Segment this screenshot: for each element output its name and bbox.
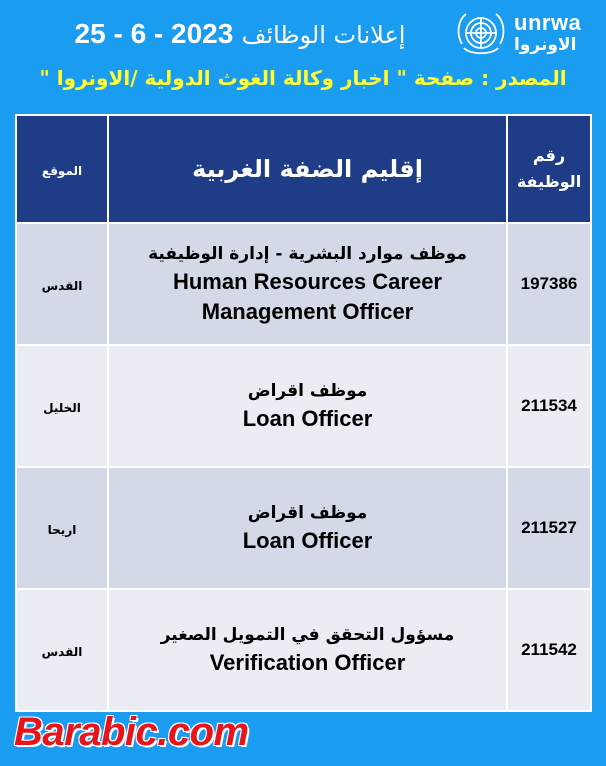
logo-text bbox=[514, 12, 581, 56]
un-emblem-icon bbox=[452, 6, 510, 62]
job-title-arabic: مسؤول التحقق في التمويل الصغير bbox=[160, 625, 455, 645]
table-header-row bbox=[16, 115, 591, 223]
logo-english: unrwa bbox=[514, 10, 582, 35]
job-title bbox=[108, 345, 507, 467]
job-title-arabic: موظف اقراض bbox=[247, 503, 368, 523]
job-location: القدس bbox=[16, 589, 108, 711]
job-number: 211527 bbox=[507, 467, 591, 589]
page-footer bbox=[0, 706, 606, 766]
header-job-number: رقم الوظيفة bbox=[507, 115, 591, 223]
job-number: 197386 bbox=[507, 223, 591, 345]
job-location: القدس bbox=[16, 223, 108, 345]
header-region: إقليم الضفة الغربية bbox=[108, 115, 507, 223]
page-header bbox=[0, 0, 606, 110]
table-row bbox=[16, 467, 591, 589]
unrwa-logo bbox=[452, 6, 602, 62]
job-number: 211542 bbox=[507, 589, 591, 711]
table-row bbox=[16, 589, 591, 711]
job-title-arabic: موظف اقراض bbox=[247, 381, 368, 401]
job-location: اريحا bbox=[16, 467, 108, 589]
job-title-english: Loan Officer bbox=[242, 406, 373, 431]
job-title bbox=[108, 223, 507, 345]
job-title-english: Verification Officer bbox=[209, 650, 406, 675]
logo-arabic: الاونروا bbox=[514, 35, 577, 55]
job-title-english: Human Resources Career bbox=[172, 269, 442, 294]
job-number: 211534 bbox=[507, 345, 591, 467]
table-row bbox=[16, 345, 591, 467]
title-arabic: إعلانات الوظائف bbox=[241, 21, 406, 49]
job-title-english-2: Management Officer bbox=[201, 299, 414, 324]
job-title bbox=[108, 589, 507, 711]
job-title bbox=[108, 467, 507, 589]
header-location: الموقع bbox=[16, 115, 108, 223]
page-title bbox=[40, 18, 440, 50]
jobs-table bbox=[15, 114, 592, 712]
job-title-english: Loan Officer bbox=[242, 528, 373, 553]
job-title-arabic: موظف موارد البشرية - إدارة الوظيفية bbox=[148, 244, 467, 264]
job-location: الخليل bbox=[16, 345, 108, 467]
source-line: المصدر : صفحة " اخبار وكالة الغوث الدولية /الاونروا " bbox=[39, 66, 567, 90]
brand-watermark: Barabic.com bbox=[14, 710, 249, 754]
date: 25 - 6 - 2023 bbox=[74, 18, 234, 49]
table-row bbox=[16, 223, 591, 345]
